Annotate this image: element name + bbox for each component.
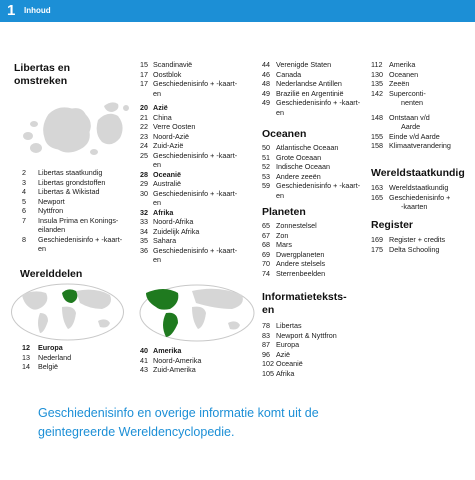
toc-entry	[140, 246, 237, 256]
heading-register: Register	[371, 219, 414, 231]
toc-page-number: 41	[140, 355, 148, 365]
toc-entry-title: Zuid-Amerika	[153, 365, 196, 374]
toc-entry	[140, 365, 201, 375]
toc-entry	[262, 191, 360, 201]
toc-entry-title: Noord-Afrika	[153, 217, 194, 226]
toc-page-number: 28	[140, 169, 148, 179]
toc-page-number: 46	[262, 69, 270, 79]
toc-page-number: 70	[262, 259, 270, 268]
libertas-islet	[30, 121, 38, 127]
toc-entry-title: Delta Schooling	[389, 244, 440, 254]
toc-entry	[22, 343, 71, 353]
toc-entry	[262, 172, 360, 182]
toc-entry-title: Noord-Amerika	[153, 355, 202, 365]
toc-page-number	[140, 255, 153, 265]
toc-entry-title: Geschiedenisinfo + -kaart-	[276, 181, 361, 190]
toc-entry	[262, 89, 360, 99]
toc-page-number: 52	[262, 162, 270, 171]
toc-entry-title: en	[153, 160, 161, 169]
toc-page-number: 17	[140, 69, 148, 79]
toc-page-number: 169	[371, 235, 383, 244]
toc-entry	[371, 60, 451, 70]
toc-entry	[22, 244, 122, 254]
toc-entry	[371, 89, 451, 99]
toc-page-number: 30	[140, 188, 148, 198]
toc-page-number: 23	[140, 131, 148, 141]
toc-entry	[22, 235, 122, 245]
toc-entry-title: Zuidelijk Afrika	[153, 226, 200, 236]
heading-libertas-line1: Libertas en	[14, 62, 71, 74]
toc-entry	[371, 122, 451, 132]
toc-entry	[262, 240, 325, 250]
toc-entry	[262, 60, 360, 70]
toc-entry-title: en	[153, 198, 161, 207]
toc-entry-title: Nederlandse Antillen	[276, 79, 342, 88]
toc-entry	[262, 250, 325, 260]
toc-entry-title: Superconti-	[389, 88, 426, 98]
toc-entry	[22, 216, 122, 226]
toc-page-number: 43	[140, 365, 148, 374]
toc-entry-title: Zon	[276, 230, 289, 240]
toc-entry-title: Afrika	[276, 368, 295, 378]
toc-page-number: 15	[140, 60, 148, 69]
list-amerika	[140, 346, 201, 375]
toc-entry	[140, 60, 237, 70]
toc-entry	[262, 259, 325, 269]
libertas-main-island	[43, 107, 92, 153]
toc-entry	[262, 269, 325, 279]
toc-page-number: 142	[371, 88, 383, 98]
toc-page-number: 35	[140, 236, 148, 245]
toc-page-number: 5	[22, 196, 26, 206]
toc-page-number: 135	[371, 79, 383, 88]
toc-page-number	[140, 198, 153, 208]
heading-werelddelen: Werelddelen	[20, 268, 83, 280]
toc-entry	[22, 206, 122, 216]
toc-page-number	[22, 225, 38, 235]
toc-entry-title: Azië	[276, 349, 290, 359]
toc-entry	[371, 245, 445, 255]
toc-entry-title: Azië	[153, 103, 168, 112]
toc-entry-title: en	[276, 190, 284, 200]
toc-page-number: 69	[262, 249, 270, 259]
toc-entry	[371, 202, 450, 212]
toc-entry-title: Newport & Nyttfron	[276, 330, 337, 340]
toc-entry	[140, 227, 237, 237]
toc-entry-title: Sahara	[153, 236, 177, 245]
toc-entry	[140, 113, 237, 123]
toc-page-number: 165	[371, 192, 383, 202]
toc-entry	[140, 189, 237, 199]
toc-page-number: 48	[262, 79, 270, 88]
toc-page-number: 44	[262, 60, 270, 69]
toc-entry-title: Zonnestelsel	[276, 221, 317, 230]
toc-page-number: 49	[262, 98, 270, 107]
toc-entry-title: Klimaatverandering	[389, 141, 451, 150]
toc-entry	[262, 70, 360, 80]
toc-entry-title: Wereldstaatkundig	[389, 183, 449, 192]
toc-entry-title: Nyttfron	[38, 206, 64, 215]
toc-entry-title: Zeeën	[389, 79, 410, 88]
list-libertas	[22, 168, 122, 254]
toc-page-number: 51	[262, 152, 270, 162]
heading-libertas-line2: omstreken	[14, 75, 68, 87]
toc-entry	[371, 98, 451, 108]
toc-entry-title: Europa	[38, 343, 63, 352]
toc-entry	[262, 369, 337, 379]
toc-entry-title: eilanden	[38, 225, 66, 234]
toc-entry	[140, 346, 201, 356]
toc-entry-title: Mars	[276, 240, 292, 249]
toc-page-number: 74	[262, 268, 270, 278]
toc-page-number: 163	[371, 183, 383, 192]
toc-page-number: 50	[262, 143, 270, 152]
toc-entry-title: Geschiedenisinfo + -kaart-	[153, 150, 238, 160]
toc-entry	[140, 236, 237, 246]
toc-page-number: 158	[371, 141, 383, 150]
toc-page-number: 24	[140, 141, 148, 150]
toc-entry	[140, 217, 237, 227]
heading-oceanen: Oceanen	[262, 128, 307, 140]
toc-entry-title: nenten	[401, 98, 423, 107]
toc-entry-title: Geschiedenisinfo +	[389, 192, 451, 202]
toc-page-number: 175	[371, 244, 383, 254]
toc-entry	[140, 79, 237, 89]
toc-page-number: 105	[262, 368, 274, 378]
toc-page-number: 68	[262, 240, 270, 249]
toc-entry	[371, 132, 451, 142]
toc-page-number: 102	[262, 359, 274, 368]
toc-entry	[140, 132, 237, 142]
chapter-number: 1	[7, 2, 16, 19]
toc-page-number	[140, 160, 153, 170]
libertas-islet	[90, 149, 98, 155]
toc-entry-title: Geschiedenisinfo + -kaart-	[38, 234, 123, 244]
toc-entry	[371, 70, 451, 80]
toc-entry-title: Libertas	[276, 321, 302, 330]
toc-entry	[262, 359, 337, 369]
list-col4-top	[371, 60, 451, 151]
libertas-map	[22, 100, 132, 162]
toc-entry-title: Scandinavië	[153, 60, 193, 69]
toc-entry	[22, 187, 122, 197]
list-informatieteksten	[262, 321, 337, 378]
chapter-header	[0, 0, 475, 22]
toc-page-number	[262, 108, 276, 118]
toc-entry-title: Insula Prima en Konings-	[38, 215, 119, 225]
toc-page-number: 148	[371, 112, 383, 122]
toc-page-number: 130	[371, 69, 383, 79]
toc-entry-title: Einde v/d Aarde	[389, 131, 440, 141]
toc-entry	[22, 197, 122, 207]
toc-entry-title: Andere zeeën	[276, 171, 321, 181]
toc-entry-title: Indische Oceaan	[276, 162, 330, 171]
toc-page-number: 6	[22, 206, 26, 215]
toc-page-number: 4	[22, 187, 26, 196]
toc-entry	[262, 181, 360, 191]
toc-entry-title: Noord-Azië	[153, 131, 189, 141]
toc-page-number: 112	[371, 60, 383, 69]
toc-entry	[262, 98, 360, 108]
toc-entry-title: Amerika	[153, 346, 182, 355]
toc-entry	[140, 356, 201, 366]
heading-info-line1: Informatieteksts-	[262, 291, 347, 303]
toc-page-number: 20	[140, 103, 148, 112]
toc-entry	[371, 183, 450, 193]
toc-entry	[371, 79, 451, 89]
toc-entry-title: Geschiedenisinfo + -kaart-	[153, 188, 238, 198]
toc-entry	[262, 321, 337, 331]
toc-page-number: 25	[140, 150, 148, 160]
toc-entry-title: Oceanen	[389, 69, 419, 79]
toc-page-number: 22	[140, 122, 148, 131]
toc-entry-title: Canada	[276, 69, 302, 79]
toc-page-number: 65	[262, 221, 270, 230]
footer-line2: geintegreerde Wereldencyclopedie.	[38, 425, 235, 439]
heading-info-line2: en	[262, 304, 275, 316]
toc-entry	[371, 113, 451, 123]
toc-entry	[22, 353, 71, 363]
toc-entry-title: Oceanië	[276, 359, 303, 368]
toc-entry	[371, 141, 451, 151]
toc-entry-title: Libertas grondstoffen	[38, 177, 106, 187]
toc-page-number: 17	[140, 79, 148, 88]
toc-entry	[22, 168, 122, 178]
toc-entry	[140, 208, 237, 218]
toc-entry-title: Oceanië	[153, 169, 181, 179]
chapter-title: Inhoud	[24, 6, 51, 15]
heading-wereldstaatkundig: Wereldstaatkundig	[371, 167, 465, 179]
footer-line1: Geschiedenisinfo en overige informatie komt uit de	[38, 406, 319, 420]
toc-entry-title: Geschiedenisinfo + -kaart-	[153, 245, 238, 255]
toc-entry-title: Newport	[38, 196, 65, 206]
toc-entry	[262, 331, 337, 341]
toc-entry-title: België	[38, 362, 58, 371]
toc-entry	[262, 221, 325, 231]
toc-entry-title: China	[153, 112, 172, 122]
libertas-islet	[123, 105, 129, 111]
toc-entry	[262, 79, 360, 89]
toc-entry-title: Nederland	[38, 352, 72, 362]
list-register	[371, 235, 445, 254]
toc-entry-title: Register + credits	[389, 235, 446, 244]
toc-page-number: 33	[140, 217, 148, 226]
toc-entry-title: Amerika	[389, 60, 416, 69]
toc-page-number	[371, 122, 389, 132]
toc-entry-title: Verre Oosten	[153, 122, 196, 131]
toc-page-number	[22, 244, 38, 254]
toc-page-number	[262, 191, 276, 201]
toc-page-number: 2	[22, 168, 26, 177]
toc-page-number: 7	[22, 215, 26, 225]
toc-page-number: 3	[22, 177, 26, 187]
toc-entry	[262, 350, 337, 360]
toc-entry	[262, 231, 325, 241]
list-col2	[140, 60, 237, 265]
toc-entry	[140, 151, 237, 161]
toc-entry	[262, 108, 360, 118]
toc-entry	[140, 103, 237, 113]
libertas-east-island	[97, 114, 123, 145]
list-planeten	[262, 221, 325, 278]
toc-entry	[262, 340, 337, 350]
toc-page-number: 59	[262, 181, 270, 190]
toc-entry	[140, 198, 237, 208]
toc-page-number: 78	[262, 321, 270, 330]
toc-entry	[140, 122, 237, 132]
list-oceanen	[262, 143, 360, 200]
toc-entry-title: Aarde	[401, 122, 421, 131]
toc-entry	[262, 143, 360, 153]
heading-informatieteksten	[262, 291, 347, 317]
toc-entry-title: -kaarten	[401, 202, 428, 211]
toc-entry-title: Libertas & Wikistad	[38, 187, 100, 196]
toc-entry-title: en	[153, 255, 161, 264]
toc-entry-title: Afrika	[153, 207, 174, 217]
toc-entry-title: Geschiedenisinfo + -kaart-	[276, 98, 361, 107]
toc-entry	[140, 89, 237, 99]
toc-page-number: 53	[262, 171, 270, 181]
toc-page-number: 96	[262, 349, 270, 359]
toc-entry	[140, 160, 237, 170]
toc-entry-title: en	[276, 107, 284, 117]
list-wereldstaatkundig	[371, 183, 450, 212]
toc-entry	[140, 170, 237, 180]
toc-page-number: 29	[140, 179, 148, 188]
toc-page-number	[140, 89, 153, 99]
toc-entry-title: Atlantische Oceaan	[276, 143, 339, 152]
toc-entry-title: Europa	[276, 340, 300, 349]
toc-page-number: 21	[140, 112, 148, 122]
footer-note	[38, 404, 448, 442]
toc-entry	[140, 255, 237, 265]
list-col3-top	[262, 60, 360, 117]
world-map-america	[138, 283, 256, 343]
toc-entry-title: Grote Oceaan	[276, 152, 322, 162]
toc-page-number: 36	[140, 245, 148, 255]
toc-entry	[371, 235, 445, 245]
toc-page-number: 8	[22, 234, 26, 244]
world-map-europe	[10, 283, 125, 341]
toc-page-number: 13	[22, 352, 30, 362]
toc-entry-title: Geschiedenisinfo + -kaart-	[153, 79, 238, 88]
toc-entry-title: Verenigde Staten	[276, 60, 332, 69]
list-europa	[22, 343, 71, 372]
heading-libertas	[14, 62, 70, 88]
toc-page-number	[371, 98, 389, 108]
toc-entry-title: Libertas staatkundig	[38, 168, 103, 177]
toc-entry-title: Australië	[153, 179, 181, 188]
toc-entry	[22, 362, 71, 372]
libertas-north-island	[104, 102, 118, 112]
toc-entry	[140, 70, 237, 80]
toc-page-number: 49	[262, 88, 270, 98]
libertas-islet	[30, 143, 42, 153]
toc-entry	[371, 193, 450, 203]
toc-entry-title: Dwergplaneten	[276, 249, 325, 259]
toc-page-number: 34	[140, 226, 148, 236]
toc-page-number: 67	[262, 230, 270, 240]
toc-page-number: 155	[371, 131, 383, 141]
heading-planeten: Planeten	[262, 206, 306, 218]
toc-entry-title: Andere stelsels	[276, 259, 326, 268]
toc-entry	[22, 178, 122, 188]
toc-entry-title: Oostblok	[153, 69, 182, 79]
toc-page-number	[371, 202, 389, 212]
toc-page-number: 32	[140, 207, 148, 217]
toc-entry	[22, 225, 122, 235]
toc-page-number: 40	[140, 346, 148, 355]
toc-entry-title: Ontstaan v/d	[389, 112, 430, 122]
toc-entry	[262, 153, 360, 163]
toc-page-number: 87	[262, 340, 270, 349]
toc-entry	[140, 179, 237, 189]
toc-page-number: 14	[22, 362, 30, 371]
libertas-islet	[23, 132, 33, 140]
toc-entry-title: Brazilië en Argentinië	[276, 88, 344, 98]
toc-entry-title: en	[153, 88, 161, 98]
toc-entry-title: Sterrenbeelden	[276, 268, 326, 278]
toc-entry-title: Zuid-Azië	[153, 141, 184, 150]
toc-page-number: 83	[262, 330, 270, 340]
toc-page-number: 12	[22, 343, 30, 352]
toc-entry	[262, 162, 360, 172]
toc-entry	[140, 141, 237, 151]
toc-entry-title: en	[38, 244, 46, 253]
